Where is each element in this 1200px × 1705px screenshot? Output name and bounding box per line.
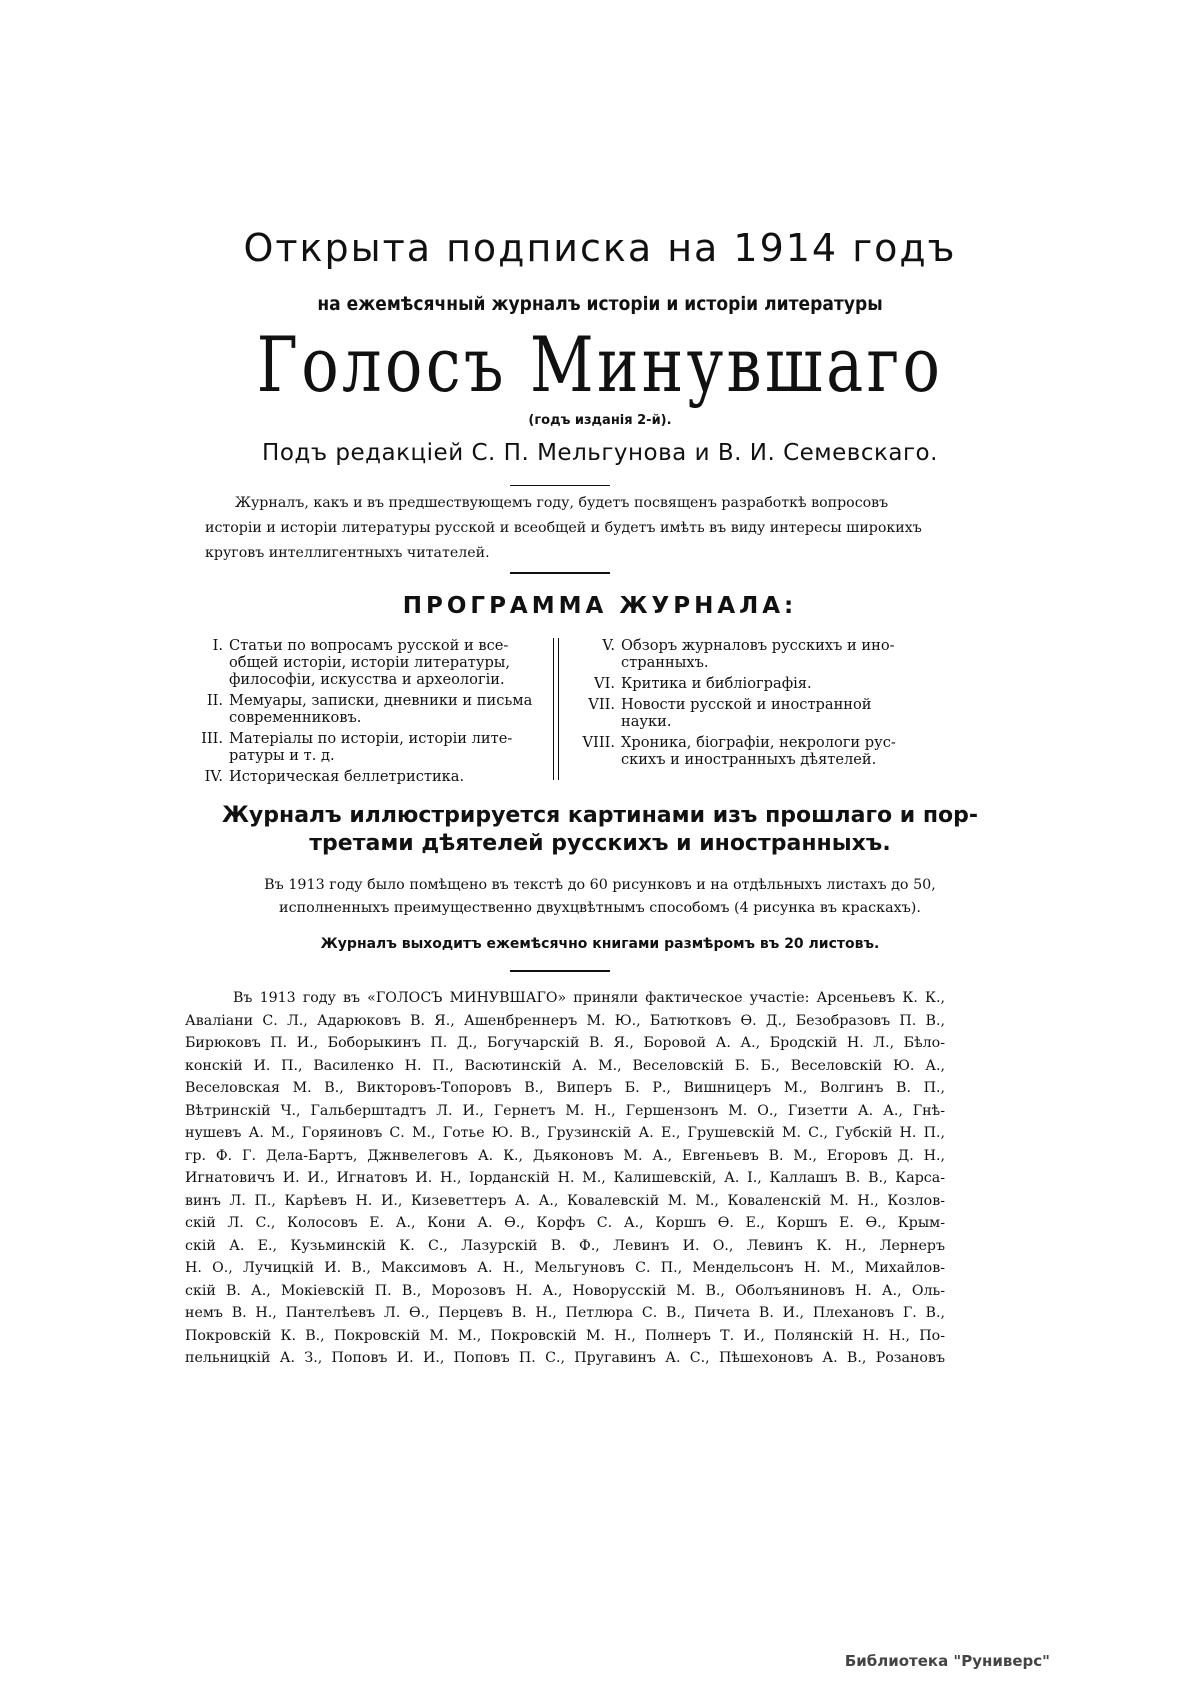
contributors-line: скій В. А., Мокіевскій П. В., Морозовъ Н. А., Новорусскій М. В., Оболъяниновъ Н. А., Оль-: [185, 1282, 945, 1299]
program-item: [185, 747, 540, 764]
program-item-text: общей исторіи, исторіи литературы,: [229, 654, 511, 671]
divider: [510, 485, 610, 486]
program-item: [575, 637, 925, 654]
program-left-column: [185, 637, 540, 785]
contributors-line: скій Л. С., Колосовъ Е. А., Кони А. Ѳ., Корфъ С. А., Коршъ Ѳ. Е., Коршъ Е. Ѳ., Крым-: [185, 1215, 945, 1231]
program-item: [185, 768, 540, 785]
intro-line-2: исторіи и исторіи литературы русской и всеобщей и будетъ имѣть въ виду интересы широкихъ: [205, 520, 922, 536]
program-item: [575, 734, 925, 751]
contributors-line: Покровскій К. В., Покровскій М. М., Покровскій М. Н., Полнеръ Т. И., Полянскій Н. Н., По-: [185, 1327, 945, 1344]
program-item: [575, 713, 925, 730]
program-item-text: Мемуары, записки, дневники и письма: [229, 692, 533, 709]
program-item: [185, 671, 540, 688]
program-item-number: IV.: [204, 768, 223, 785]
illustrated-line-2: третами дѣятелей русскихъ и иностранныхъ.: [309, 831, 891, 856]
contributors-list: [185, 987, 945, 1370]
program-item-text: Матеріалы по исторіи, исторіи лите-: [229, 730, 513, 747]
program-item: [575, 696, 925, 713]
program-item: [575, 654, 925, 671]
program-item: [185, 654, 540, 671]
program-item-text: Новости русской и иностранной: [621, 696, 872, 713]
program-item-text: науки.: [621, 713, 672, 730]
program-item-text: Историческая беллетристика.: [229, 768, 465, 785]
program-heading: ПРОГРАММА ЖУРНАЛА:: [402, 593, 798, 619]
program-item: [185, 709, 540, 726]
program-right-column: [575, 637, 925, 768]
contributors-line: немъ В. Н., Пантелѣевъ Л. Ѳ., Перцевъ В. Н., Петлюра С. В., Пичета В. И., Плехановъ Г. В.,: [185, 1305, 945, 1321]
program-item-number: I.: [212, 637, 223, 654]
program-item-text: современниковъ.: [229, 709, 362, 726]
contributors-line: винъ Л. П., Карѣевъ Н. И., Кизеветтеръ А. А., Ковалевскій М. М., Коваленскій М. Н., Козлов-: [185, 1192, 945, 1209]
program-item-number: III.: [201, 730, 223, 747]
contributors-line: Бирюковъ П. И., Боборыкинъ П. Д., Богучарскій В. Я., Боровой А. А., Бродскій Н. Л., Бѣло-: [185, 1035, 945, 1051]
intro-line-1: Журналъ, какъ и въ предшествующемъ году, будетъ посвященъ разработкѣ вопросовъ: [235, 495, 889, 511]
program-item-text: ратуры и т. д.: [229, 747, 335, 764]
library-watermark: Библиотека "Руниверс": [844, 1652, 1050, 1670]
subscription-heading: Открыта подписка на 1914 годъ: [243, 226, 957, 270]
program-item: [185, 637, 540, 654]
illustrated-line-1: Журналъ иллюстрируется картинами изъ прошлаго и пор-: [221, 803, 979, 828]
year-note: (годъ изданія 2-й).: [528, 413, 672, 428]
program-item-text: странныхъ.: [621, 654, 709, 671]
monthly-line: Журналъ выходитъ ежемѣсячно книгами размѣромъ въ 20 листовъ.: [320, 936, 880, 952]
program-item-text: Статьи по вопросамъ русской и все-: [229, 637, 509, 654]
program-item: [185, 730, 540, 747]
intro-line-3: круговъ интеллигентныхъ читателей.: [205, 545, 490, 561]
contributors-line: нушевъ А. М., Горяиновъ С. М., Готье Ю. В., Грузинскій А. Е., Грушевскій М. С., Губскій Н. П.,: [185, 1125, 945, 1141]
contributors-line: Вѣтринскій Ч., Гальберштадтъ Л. И., Гернетъ М. Н., Гершензонъ М. О., Гизетти А. А., Гнѣ-: [185, 1102, 945, 1119]
divider: [510, 970, 610, 972]
contributors-line: гр. Ф. Г. Дела-Бартъ, Джнвелеговъ А. К., Дьяконовъ М. А., Евгеньевъ В. М., Егоровъ Д. Н.,: [185, 1147, 945, 1164]
program-item-number: VII.: [588, 696, 615, 713]
program-item-text: Хроника, біографіи, некрологи рус-: [621, 734, 896, 751]
program-item-number: II.: [206, 692, 223, 709]
divider: [510, 572, 610, 574]
program-item: [575, 751, 925, 768]
contributors-line: пельницкій А. З., Поповъ И. И., Поповъ П. С., Пругавинъ А. С., Пѣшехоновъ А. В., Розановъ: [185, 1350, 945, 1366]
contributors-line: скій А. Е., Кузьминскій К. С., Лазурскій В. Ф., Левинъ И. О., Левинъ К. Н., Лернеръ: [185, 1237, 945, 1254]
program-item-text: скихъ и иностранныхъ дѣятелей.: [621, 751, 877, 768]
program-item: [185, 692, 540, 709]
journal-title: Голосъ Минувшаго: [256, 320, 944, 409]
contributors-line: Въ 1913 году въ «ГОЛОСЪ МИНУВШАГО» приняли фактическое участіе: Арсеньевъ К. К.,: [233, 990, 945, 1006]
program-item-text: философіи, искусства и археологіи.: [229, 671, 505, 688]
program-item: [575, 675, 925, 692]
contributors-line: Веселовская М. В., Викторовъ-Топоровъ В., Виперъ Б. Р., Вишницеръ М., Волгинъ В. П.,: [185, 1080, 945, 1096]
journal-subtitle: на ежемѣсячный журналъ исторіи и исторіи литературы: [317, 293, 883, 315]
editors-line: Подъ редакціей С. П. Мельгунова и В. И. Семевскаго.: [262, 440, 938, 466]
stats-line-1: Въ 1913 году было помѣщено въ текстѣ до 60 рисунковъ и на отдѣльныхъ листахъ до 50,: [264, 877, 936, 893]
program-item-text: Обзоръ журналовъ русскихъ и ино-: [621, 637, 895, 654]
program-item-number: V.: [602, 637, 615, 654]
contributors-line: Н. О., Лучицкій И. В., Максимовъ А. Н., Мельгуновъ С. П., Мендельсонъ Н. М., Михайлов-: [185, 1260, 945, 1276]
stats-line-2: исполненныхъ преимущественно двухцвѣтнымъ способомъ (4 рисунка въ краскахъ).: [279, 900, 921, 916]
program-column-divider: [553, 638, 559, 780]
program-item-number: VIII.: [582, 734, 615, 751]
program-item-number: VI.: [594, 675, 615, 692]
contributors-line: конскій И. П., Василенко Н. П., Васютинскій А. М., Веселовскій Б. Б., Веселовскій Ю. А.,: [185, 1057, 945, 1074]
contributors-line: Игнатовичъ И. И., Игнатовъ И. Н., Іорданскій Н. М., Калишевскій, А. І., Каллашъ В. В., Карса-: [185, 1170, 945, 1186]
contributors-line: Аваліани С. Л., Адарюковъ В. Я., Ашенбреннеръ М. Ю., Батютковъ Ѳ. Д., Безобразовъ П. В.,: [185, 1012, 945, 1029]
program-item-text: Критика и библіографія.: [621, 675, 812, 692]
